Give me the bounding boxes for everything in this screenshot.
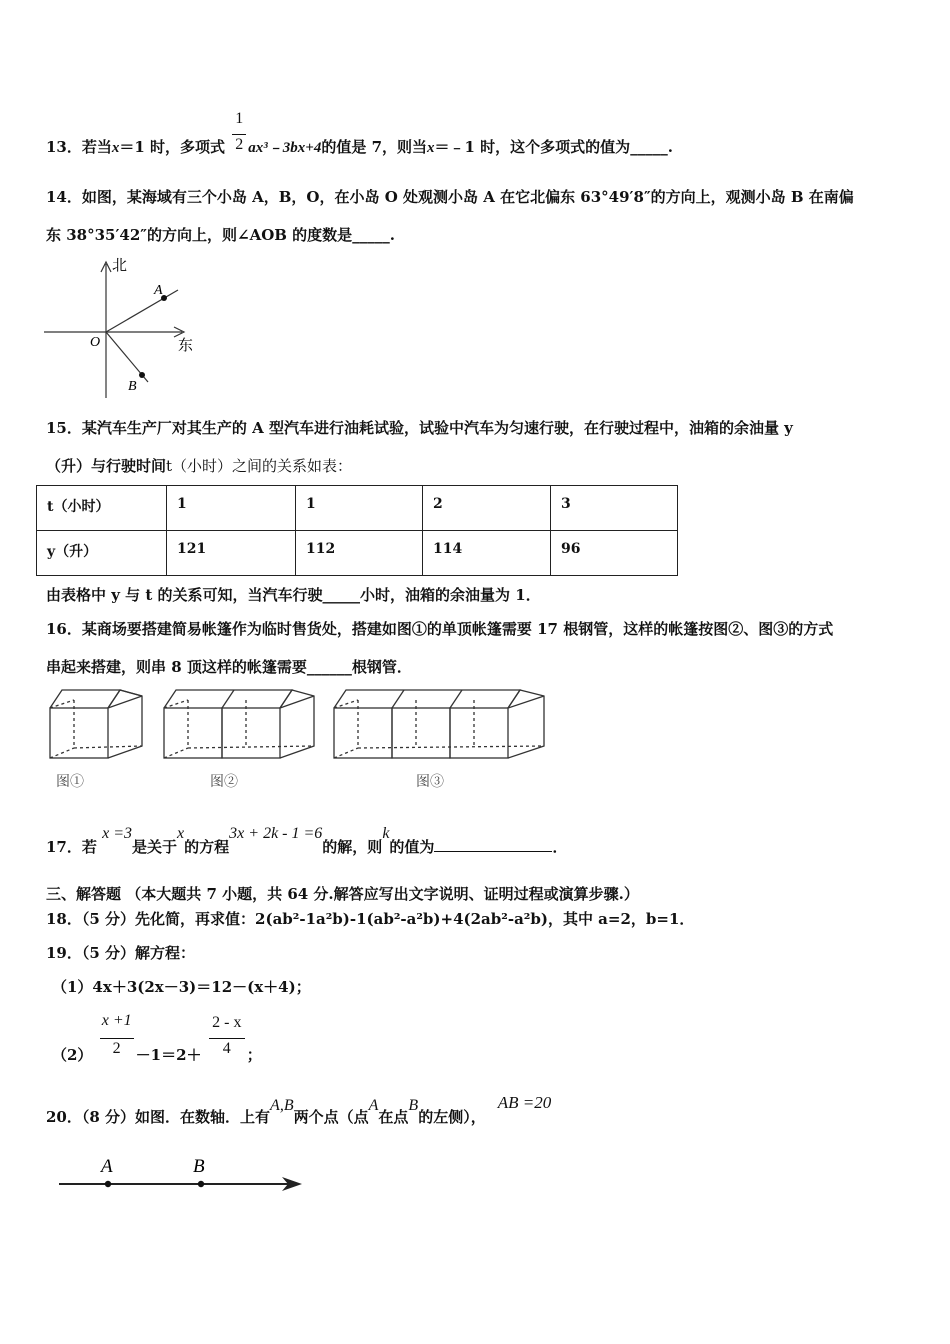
question-16-line1: 16．某商场要搭建简易帐篷作为临时售货处，搭建如图①的单顶帐篷需要 17 根钢管，这样的帐篷按图②、图③的方式 — [46, 620, 834, 638]
number-line-figure — [56, 1152, 308, 1198]
table-cell: t（小时） — [37, 486, 167, 531]
answer-blank[interactable]: _____ — [322, 586, 361, 604]
question-20: 20．（8 分）如图．在数轴．上有A,B两个点（点A在点B的左侧），AB =20 — [46, 1093, 552, 1126]
table-cell: 121 — [167, 531, 296, 576]
north-label: 北 — [112, 258, 128, 274]
origin-label: O — [90, 335, 101, 350]
point-b-label: B — [193, 1156, 205, 1177]
answer-blank[interactable]: _____ — [352, 226, 390, 244]
table-row — [37, 531, 678, 576]
ray-oa — [106, 290, 178, 332]
table-cell: y（升） — [37, 531, 167, 576]
question-number: 16． — [46, 620, 82, 638]
fraction-bar — [232, 134, 246, 135]
question-number: 15． — [46, 419, 82, 437]
tent-figure-3 — [334, 690, 544, 758]
question-17: 17．若 x =3是关于x的方程3x + 2k - 1 =6的解，则k的值为 ． — [46, 825, 568, 856]
question-14-line1: 14．如图，某海域有三个小岛 A，B，O，在小岛 O 处观测小岛 A 在它北偏东 63°49′8″的方向上，观测小岛 B 在南偏 — [46, 188, 854, 206]
table-cell: 114 — [423, 531, 551, 576]
question-number: 13． — [46, 138, 82, 156]
question-19-part-2: （2） $\frac{x +1}{2}$ －1＝2＋ $\frac{2 - x}{4}$ ； — [52, 1034, 262, 1078]
table-cell: 1 — [167, 486, 296, 531]
fraction-half: $\frac{1}{2}$ — [232, 112, 246, 156]
tent-figure-1 — [50, 690, 142, 758]
question-number: 20． — [46, 1108, 82, 1126]
answer-blank[interactable]: ______ — [306, 658, 352, 676]
compass-figure — [40, 252, 210, 402]
tent-figure-2 — [164, 690, 314, 758]
point-a-label: A — [101, 1156, 113, 1177]
question-14-line2: 东 38°35′42″的方向上，则∠AOB 的度数是_____. — [46, 226, 395, 244]
east-label: 东 — [178, 338, 194, 354]
question-13: 13．若当x＝1 时，多项式 $\frac{1}{2}$ ax³﹣3bx+4的值是 7，则当x＝﹣1 时，这个多项式的值为_____. — [46, 110, 673, 156]
table-cell: 1 — [296, 486, 423, 531]
figure-1-caption: 图① — [56, 775, 84, 790]
point-b — [139, 372, 145, 378]
figure-2-caption: 图② — [210, 775, 238, 790]
table-cell: 3 — [551, 486, 678, 531]
table-cell: 96 — [551, 531, 678, 576]
condition-expr: x =3 — [102, 825, 133, 842]
question-19: 19．（5 分）解方程： — [46, 944, 196, 962]
fraction-right: $\frac{2 - x}{4}$ — [207, 1030, 247, 1074]
question-number: 19． — [46, 944, 82, 962]
question-18: 18．（5 分）先化简，再求值：2(ab²-1a²b)-1(ab²-a²b)+4(2ab²-a²b)，其中 a=2，b=1． — [46, 910, 695, 928]
fraction-left: $\frac{x +1}{2}$ — [98, 1030, 136, 1074]
point-a — [105, 1181, 111, 1187]
equation: 3x + 2k - 1 =6 — [229, 825, 323, 842]
fraction-bar — [209, 1038, 245, 1039]
tent-figures — [40, 682, 560, 794]
table-cell: 2 — [423, 486, 551, 531]
question-15-line2: （升）与行驶时间t（小时）之间的关系如表： — [46, 457, 353, 475]
question-16-line2: 串起来搭建，则串 8 顶这样的帐篷需要______根钢管． — [46, 658, 412, 676]
data-table — [36, 485, 678, 576]
figure-3-caption: 图③ — [416, 775, 444, 790]
question-15-line1: 15．某汽车生产厂对其生产的 A 型汽车进行油耗试验，试验中汽车为匀速行驶，在行驶过程中，油箱的余油量 y — [46, 419, 793, 437]
point-b — [198, 1181, 204, 1187]
table-row — [37, 486, 678, 531]
fraction-bar — [100, 1038, 134, 1039]
question-number: 14． — [46, 188, 82, 206]
question-19-part-1: （1）4x＋3(2x－3)＝12－(x＋4)； — [52, 978, 311, 996]
point-a-label: A — [154, 283, 163, 298]
answer-blank[interactable]: _____ — [630, 138, 668, 156]
answer-blank[interactable] — [434, 851, 552, 852]
table-cell: 112 — [296, 531, 423, 576]
point-b-label: B — [128, 379, 137, 394]
section-heading: 三、解答题 （本大题共 7 小题，共 64 分.解答应写出文字说明、证明过程或演算步骤.） — [46, 885, 639, 903]
question-number: 17． — [46, 838, 82, 856]
length-expr: AB =20 — [497, 1093, 552, 1112]
question-number: 18． — [46, 910, 82, 928]
question-15-line3: 由表格中 y 与 t 的关系可知，当汽车行驶_____小时，油箱的余油量为 1． — [46, 586, 541, 604]
